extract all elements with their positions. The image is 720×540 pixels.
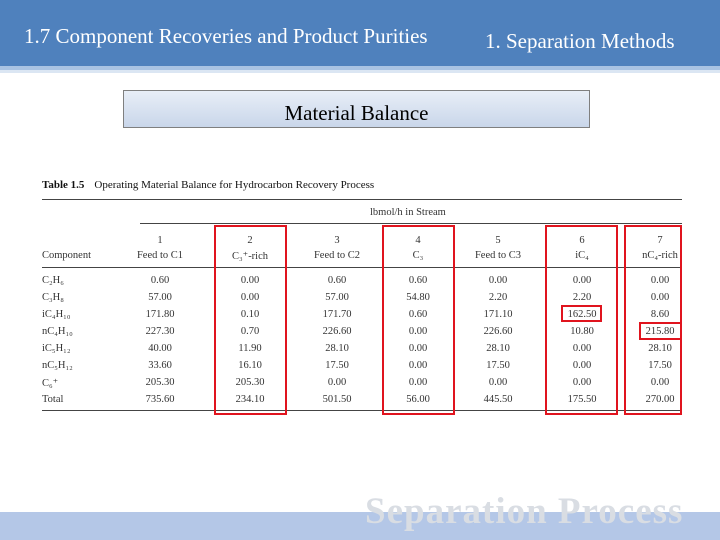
table-cell: 10.80: [570, 326, 594, 337]
table-cell: 0.10: [240, 309, 260, 320]
table-cell: 0.70: [240, 326, 260, 337]
table-cell: 171.80: [145, 309, 175, 320]
highlight-ic4-in-stream-6: [561, 305, 602, 322]
table-cell: 234.10: [235, 394, 265, 405]
table-cell: 0.00: [572, 377, 592, 388]
table-cell: 0.00: [408, 343, 428, 354]
table-cell: 0.00: [408, 326, 428, 337]
highlight-stream-4: [382, 225, 455, 415]
table-cell: 162.50: [567, 309, 597, 320]
component-header: Component: [42, 250, 91, 261]
component-name: iC₄H₁₀: [42, 309, 71, 320]
component-name: nC₅H₁₂: [42, 360, 73, 371]
table-cell: 0.00: [488, 377, 508, 388]
table-cell: 0.60: [408, 275, 428, 286]
units-rule: [140, 223, 682, 224]
table-cell: 0.00: [650, 275, 670, 286]
table-cell: 28.10: [486, 343, 510, 354]
component-name: Total: [42, 394, 64, 405]
stream-name: Feed to C2: [313, 250, 361, 261]
stream-name: nC₄-rich: [642, 250, 678, 261]
table-cell: 175.50: [567, 394, 597, 405]
stream-number: 7: [657, 235, 663, 246]
table-cell: 501.50: [322, 394, 352, 405]
table-cell: 0.00: [572, 275, 592, 286]
table-cell: 0.00: [650, 377, 670, 388]
table-cell: 0.00: [240, 292, 260, 303]
table-cell: 17.50: [325, 360, 349, 371]
stream-number: 6: [579, 235, 585, 246]
stream-name: C₃⁺-rich: [231, 251, 269, 262]
table-cell: 0.00: [650, 292, 670, 303]
table-cell: 445.50: [483, 394, 513, 405]
table-cell: 57.00: [148, 292, 172, 303]
table-cell: 0.60: [408, 309, 428, 320]
table-cell: 226.60: [322, 326, 352, 337]
subtitle-box: [123, 90, 590, 128]
header-accent-line-light: [0, 70, 720, 73]
table-cell: 735.60: [145, 394, 175, 405]
table-cell: 54.80: [406, 292, 430, 303]
table-cell: 215.80: [645, 326, 675, 337]
table-cell: 17.50: [486, 360, 510, 371]
table-cell: 2.20: [488, 292, 508, 303]
stream-name: Feed to C3: [474, 250, 522, 261]
stream-number: 5: [495, 235, 501, 246]
table-cell: 205.30: [145, 377, 175, 388]
slide-title: 1.7 Component Recoveries and Product Purities: [24, 24, 428, 48]
table-cell: 0.00: [408, 360, 428, 371]
stream-number: 1: [157, 235, 163, 246]
table-cell: 8.60: [650, 309, 670, 320]
stream-name: Feed to C1: [136, 250, 184, 261]
component-name: iC₅H₁₂: [42, 343, 71, 354]
table-top-rule: [42, 199, 682, 200]
table-cell: 57.00: [325, 292, 349, 303]
table-cell: 0.00: [408, 377, 428, 388]
table-cell: 0.00: [240, 275, 260, 286]
table-label: Table 1.5: [42, 179, 85, 191]
component-name: C₆⁺: [42, 378, 59, 389]
table-cell: 0.60: [327, 275, 347, 286]
table-cell: 227.30: [145, 326, 175, 337]
section-title: 1. Separation Methods: [485, 29, 675, 53]
units-label: lbmol/h in Stream: [370, 207, 446, 218]
stream-name: C₃: [412, 250, 424, 261]
table-cell: 171.10: [483, 309, 513, 320]
highlight-nc4-in-stream-7: [639, 322, 682, 340]
component-name: nC₄H₁₀: [42, 326, 73, 337]
table-cell: 0.00: [327, 377, 347, 388]
table-cell: 205.30: [235, 377, 265, 388]
table-cell: 16.10: [238, 360, 262, 371]
table-cell: 17.50: [648, 360, 672, 371]
stream-number: 4: [415, 235, 421, 246]
table-cell: 28.10: [325, 343, 349, 354]
table-caption: [42, 179, 374, 191]
table-cell: 0.60: [150, 275, 170, 286]
table-cell: 40.00: [148, 343, 172, 354]
stream-number: 2: [247, 235, 253, 246]
table-cell: 0.00: [488, 275, 508, 286]
table-cell: 171.70: [322, 309, 352, 320]
component-name: C₃H₈: [42, 292, 64, 303]
stream-name: iC₄: [575, 250, 589, 261]
subtitle-text: Material Balance: [284, 101, 429, 125]
component-name: C₂H₆: [42, 275, 64, 286]
highlight-stream-2: [214, 225, 287, 415]
table-cell: 2.20: [572, 292, 592, 303]
table-caption-text: Operating Material Balance for Hydrocarbon Recovery Process: [94, 179, 375, 191]
watermark: Separation Process: [365, 491, 684, 532]
table-cell: 226.60: [483, 326, 513, 337]
table-cell: 11.90: [238, 343, 262, 354]
stream-number: 3: [334, 235, 340, 246]
table-cell: 33.60: [148, 360, 172, 371]
table-cell: 0.00: [572, 343, 592, 354]
table-cell: 270.00: [645, 394, 675, 405]
table-cell: 56.00: [406, 394, 430, 405]
table-cell: 0.00: [572, 360, 592, 371]
highlight-stream-7: [624, 225, 682, 415]
table-cell: 28.10: [648, 343, 672, 354]
